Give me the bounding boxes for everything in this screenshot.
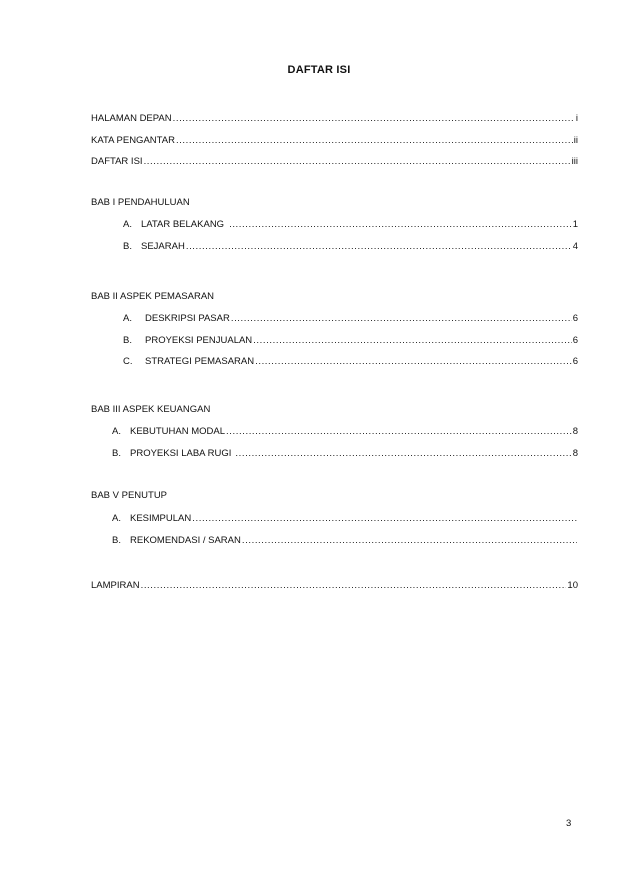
toc-entry-page: 1	[572, 219, 578, 230]
toc-entry-label: PROYEKSI PENJUALAN	[145, 335, 253, 346]
dot-leader	[231, 313, 572, 325]
dot-leader	[173, 113, 575, 125]
toc-entry-page: ii	[573, 135, 578, 146]
dot-leader	[235, 448, 571, 460]
toc-entry-kata-pengantar	[91, 135, 578, 147]
chapter-heading-bab-1: BAB I PENDAHULUAN	[91, 197, 190, 208]
toc-entry-page: iii	[571, 156, 578, 167]
toc-entry-label: SEJARAH	[141, 241, 185, 252]
list-marker: A.	[112, 426, 121, 437]
list-marker: A.	[123, 313, 132, 324]
dot-leader	[141, 580, 567, 592]
toc-entry-page: 10	[567, 580, 578, 591]
dot-leader	[186, 241, 572, 253]
toc-entry-page: 8	[572, 426, 578, 437]
toc-entry-latar-belakang	[123, 219, 578, 231]
dot-leader	[144, 156, 571, 168]
dot-leader	[242, 535, 577, 547]
dot-leader	[176, 135, 573, 147]
toc-entry-strategi-pemasaran	[123, 356, 578, 368]
page-title: DAFTAR ISI	[287, 64, 351, 76]
toc-entry-kebutuhan-modal	[112, 426, 578, 438]
toc-entry-sejarah	[123, 241, 578, 253]
toc-entry-page: i	[575, 113, 578, 124]
list-marker: B.	[123, 241, 132, 252]
dot-leader	[229, 219, 572, 231]
toc-entry-kesimpulan	[112, 513, 578, 525]
toc-entry-halaman-depan	[91, 113, 578, 125]
toc-entry-proyeksi-penjualan	[123, 335, 578, 347]
chapter-heading-bab-3: BAB III ASPEK KEUANGAN	[91, 404, 211, 415]
list-marker: B.	[123, 335, 132, 346]
chapter-heading-bab-5: BAB V PENUTUP	[91, 490, 168, 501]
toc-entry-deskripsi-pasar	[123, 313, 578, 325]
dot-leader	[192, 513, 577, 525]
toc-entry-rekomendasi-saran	[112, 535, 578, 547]
toc-entry-lampiran	[91, 580, 578, 592]
toc-entry-proyeksi-laba-rugi	[112, 448, 578, 460]
toc-entry-label: LAMPIRAN	[91, 580, 140, 591]
toc-entry-label: DESKRIPSI PASAR	[145, 313, 230, 324]
list-marker: B.	[112, 448, 121, 459]
toc-entry-page: 4	[572, 241, 578, 252]
toc-entry-page: 8	[572, 448, 578, 459]
page-number: 3	[566, 818, 572, 829]
toc-entry-page: 6	[572, 335, 578, 346]
toc-entry-label: DAFTAR ISI	[91, 156, 143, 167]
toc-entry-page: 6	[572, 313, 578, 324]
list-marker: A.	[123, 219, 132, 230]
toc-entry-label: LATAR BELAKANG	[141, 219, 225, 230]
toc-entry-label: PROYEKSI LABA RUGI	[130, 448, 232, 459]
dot-leader	[253, 335, 572, 347]
toc-entry-page: 6	[572, 356, 578, 367]
toc-entry-label: STRATEGI PEMASARAN	[145, 356, 255, 367]
toc-entry-label: HALAMAN DEPAN	[91, 113, 172, 124]
toc-entry-daftar-isi	[91, 156, 578, 168]
chapter-heading-bab-2: BAB II ASPEK PEMASARAN	[91, 291, 215, 302]
list-marker: A.	[112, 513, 121, 524]
list-marker: C.	[123, 356, 133, 367]
list-marker: B.	[112, 535, 121, 546]
dot-leader	[226, 426, 572, 438]
dot-leader	[255, 356, 572, 368]
toc-entry-label: KESIMPULAN	[130, 513, 192, 524]
toc-entry-label: KEBUTUHAN MODAL	[130, 426, 226, 437]
toc-entry-label: REKOMENDASI / SARAN	[130, 535, 241, 546]
toc-entry-label: KATA PENGANTAR	[91, 135, 175, 146]
